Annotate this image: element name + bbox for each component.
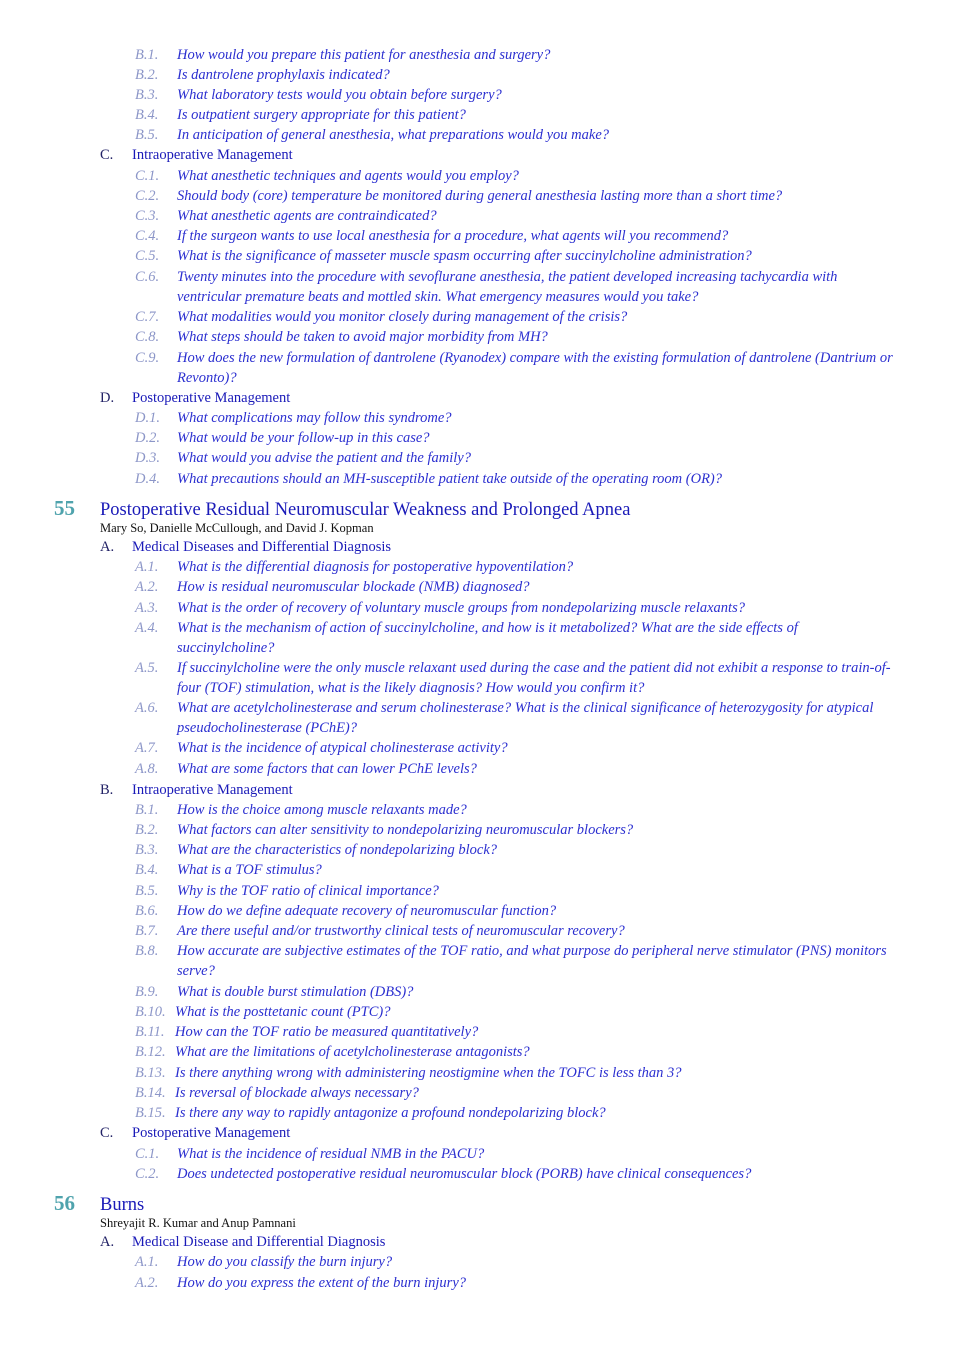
question-item (135, 982, 895, 1002)
section-heading (100, 145, 293, 165)
question-number: A.4. (135, 620, 159, 636)
question-number: C.3. (135, 208, 160, 224)
question-number: B.2. (135, 67, 159, 83)
chapter-authors: Shreyajit R. Kumar and Anup Pamnani (100, 1216, 296, 1230)
question-number: B.15. (135, 1105, 166, 1121)
question-text: What is the differential diagnosis for postoperative hypoventilation? (177, 559, 574, 575)
question-text: Is reversal of blockade always necessary? (175, 1085, 419, 1101)
question-item (135, 901, 895, 921)
question-item (135, 840, 895, 860)
question-number: B.5. (135, 883, 159, 899)
chapter-number: 55 (54, 496, 75, 520)
question-item (135, 860, 895, 880)
question-item (135, 1063, 895, 1083)
question-number: B.5. (135, 127, 159, 143)
chapter-title: Burns (100, 1195, 145, 1215)
question-number: A.1. (135, 1254, 159, 1270)
question-text: What would be your follow-up in this case? (177, 430, 430, 446)
question-text: What factors can alter sensitivity to nondepolarizing neuromuscular blockers? (177, 822, 634, 838)
question-text: Are there useful and/or trustworthy clinical tests of neuromuscular recovery? (177, 923, 625, 939)
question-item (135, 738, 895, 758)
section-heading (100, 1232, 385, 1252)
question-text: What is the posttetanic count (PTC)? (175, 1004, 391, 1020)
question-number: C.2. (135, 188, 160, 204)
question-item (135, 428, 895, 448)
question-item (135, 820, 895, 840)
question-item (135, 226, 895, 246)
question-number: A.2. (135, 579, 159, 595)
section-title: Postoperative Management (132, 1125, 291, 1141)
question-text: What precautions should an MH-susceptible patient take outside of the operating room (OR)? (177, 471, 723, 487)
question-text: What would you advise the patient and the family? (177, 450, 471, 466)
question-item (135, 448, 895, 468)
question-text: What are acetylcholinesterase and serum cholinesterase? What is the clinical significance of heterozygosity for atypical pseudocholinesterase (PChE)? (177, 700, 874, 737)
section-title: Postoperative Management (132, 390, 291, 406)
section-letter: A. (100, 539, 115, 555)
question-text: What complications may follow this syndrome? (177, 410, 452, 426)
question-number: A.3. (135, 600, 159, 616)
question-text: What are the limitations of acetylcholinesterase antagonists? (175, 1044, 530, 1060)
question-number: A.2. (135, 1275, 159, 1291)
question-number: B.10. (135, 1004, 166, 1020)
question-text: Why is the TOF ratio of clinical importance? (177, 883, 439, 899)
question-text: What steps should be taken to avoid major morbidity from MH? (177, 329, 548, 345)
question-text: Should body (core) temperature be monitored during general anesthesia lasting more than a short time? (177, 188, 783, 204)
section-letter: A. (100, 1234, 115, 1250)
chapter-authors: Mary So, Danielle McCullough, and David J. Kopman (100, 521, 374, 535)
question-number: B.8. (135, 943, 159, 959)
question-text: How do you classify the burn injury? (177, 1254, 393, 1270)
question-text: Is outpatient surgery appropriate for this patient? (177, 107, 466, 123)
question-text: What anesthetic agents are contraindicated? (177, 208, 437, 224)
section-letter: B. (100, 782, 114, 798)
question-text: What is the significance of masseter muscle spasm occurring after succinylcholine administration? (177, 248, 752, 264)
question-number: C.6. (135, 269, 160, 285)
question-item (135, 658, 895, 698)
question-number: A.1. (135, 559, 159, 575)
question-text: How do we define adequate recovery of neuromuscular function? (177, 903, 557, 919)
question-number: C.4. (135, 228, 160, 244)
question-item (135, 327, 895, 347)
question-item (135, 577, 895, 597)
question-text: Is dantrolene prophylaxis indicated? (177, 67, 390, 83)
question-text: What is the incidence of residual NMB in the PACU? (177, 1146, 485, 1162)
question-item (135, 921, 895, 941)
question-item (135, 85, 895, 105)
section-heading (100, 537, 391, 557)
section-letter: D. (100, 390, 115, 406)
question-number: B.4. (135, 862, 159, 878)
question-text: If succinylcholine were the only muscle relaxant used during the case and the patient did not exhibit a response to train-of-four (TOF) stimulation, what is the likely diagnosis? How would you confirm it? (177, 660, 891, 697)
question-text: How accurate are subjective estimates of the TOF ratio, and what purpose do peripheral nerve stimulator (PNS) monitors serve? (177, 943, 887, 980)
question-number: B.3. (135, 842, 159, 858)
question-number: D.3. (135, 450, 160, 466)
question-text: How does the new formulation of dantrolene (Ryanodex) compare with the existing formulation of dantrolene (Dantrium or Revonto)? (177, 350, 893, 387)
question-item (135, 941, 895, 981)
question-text: Is there anything wrong with administering neostigmine when the TOFC is less than 3? (175, 1065, 682, 1081)
question-number: A.8. (135, 761, 159, 777)
question-number: B.1. (135, 47, 159, 63)
chapter-number: 56 (54, 1191, 75, 1215)
question-number: C.1. (135, 168, 160, 184)
question-number: D.4. (135, 471, 160, 487)
question-number: A.7. (135, 740, 159, 756)
question-item (135, 105, 895, 125)
question-text: In anticipation of general anesthesia, what preparations would you make? (177, 127, 610, 143)
question-item (135, 206, 895, 226)
section-letter: C. (100, 147, 114, 163)
question-item (135, 1273, 895, 1293)
question-text: Is there any way to rapidly antagonize a profound nondepolarizing block? (175, 1105, 606, 1121)
question-number: B.14. (135, 1085, 166, 1101)
question-item (135, 1103, 895, 1123)
question-text: If the surgeon wants to use local anesthesia for a procedure, what agents will you recommend? (177, 228, 729, 244)
question-text: Twenty minutes into the procedure with sevoflurane anesthesia, the patient developed increasing tachycardia with ventricular premature beats and mottled skin. What emergency measures would you take? (177, 269, 838, 306)
question-item (135, 557, 895, 577)
question-item (135, 800, 895, 820)
section-letter: C. (100, 1125, 114, 1141)
question-item (135, 469, 895, 489)
question-item (135, 881, 895, 901)
question-number: B.1. (135, 802, 159, 818)
question-text: What is the mechanism of action of succinylcholine, and how is it metabolized? What are the side effects of succinylcholine? (177, 620, 798, 657)
section-heading (100, 1123, 290, 1143)
question-item (135, 1042, 895, 1062)
question-text: What is the order of recovery of voluntary muscle groups from nondepolarizing muscle relaxants? (177, 600, 745, 616)
question-item (135, 408, 895, 428)
question-item (135, 125, 895, 145)
question-number: C.1. (135, 1146, 160, 1162)
question-number: B.11. (135, 1024, 165, 1040)
question-number: B.7. (135, 923, 159, 939)
question-text: What is a TOF stimulus? (177, 862, 322, 878)
question-text: What laboratory tests would you obtain before surgery? (177, 87, 502, 103)
question-text: What is double burst stimulation (DBS)? (177, 984, 414, 1000)
question-number: C.9. (135, 350, 160, 366)
section-title: Medical Disease and Differential Diagnosis (132, 1234, 386, 1250)
question-number: B.3. (135, 87, 159, 103)
question-item (135, 1022, 895, 1042)
question-text: What modalities would you monitor closely during management of the crisis? (177, 309, 628, 325)
question-text: How is residual neuromuscular blockade (NMB) diagnosed? (177, 579, 530, 595)
question-item (135, 618, 895, 658)
section-heading (100, 388, 290, 408)
question-item (135, 348, 895, 388)
question-number: A.6. (135, 700, 159, 716)
question-item (135, 1252, 895, 1272)
question-item (135, 759, 895, 779)
question-text: What are the characteristics of nondepolarizing block? (177, 842, 498, 858)
question-text: What is the incidence of atypical cholinesterase activity? (177, 740, 508, 756)
question-number: C.5. (135, 248, 160, 264)
question-number: A.5. (135, 660, 159, 676)
question-number: C.7. (135, 309, 160, 325)
question-item (135, 246, 895, 266)
section-title: Medical Diseases and Differential Diagnosis (132, 539, 392, 555)
question-text: How do you express the extent of the burn injury? (177, 1275, 467, 1291)
question-number: B.2. (135, 822, 159, 838)
question-text: How can the TOF ratio be measured quantitatively? (175, 1024, 479, 1040)
question-number: C.2. (135, 1166, 160, 1182)
section-title: Intraoperative Management (132, 782, 293, 798)
question-number: C.8. (135, 329, 160, 345)
question-text: What anesthetic techniques and agents would you employ? (177, 168, 519, 184)
question-item (135, 1002, 895, 1022)
question-text: Does undetected postoperative residual neuromuscular block (PORB) have clinical consequences? (177, 1166, 752, 1182)
question-number: B.6. (135, 903, 159, 919)
question-item (135, 1083, 895, 1103)
section-title: Intraoperative Management (132, 147, 293, 163)
question-number: D.1. (135, 410, 160, 426)
question-number: B.12. (135, 1044, 166, 1060)
question-text: What are some factors that can lower PChE levels? (177, 761, 477, 777)
question-item (135, 598, 895, 618)
question-item (135, 698, 895, 738)
section-heading (100, 780, 293, 800)
question-number: B.13. (135, 1065, 166, 1081)
question-item (135, 267, 895, 307)
question-item (135, 1144, 895, 1164)
question-item (135, 307, 895, 327)
question-item (135, 45, 895, 65)
question-text: How would you prepare this patient for anesthesia and surgery? (177, 47, 551, 63)
question-number: B.9. (135, 984, 159, 1000)
question-text: How is the choice among muscle relaxants made? (177, 802, 467, 818)
question-item (135, 166, 895, 186)
question-item (135, 65, 895, 85)
question-number: D.2. (135, 430, 160, 446)
question-item (135, 186, 895, 206)
question-number: B.4. (135, 107, 159, 123)
chapter-title: Postoperative Residual Neuromuscular Weakness and Prolonged Apnea (100, 500, 631, 520)
question-item (135, 1164, 895, 1184)
